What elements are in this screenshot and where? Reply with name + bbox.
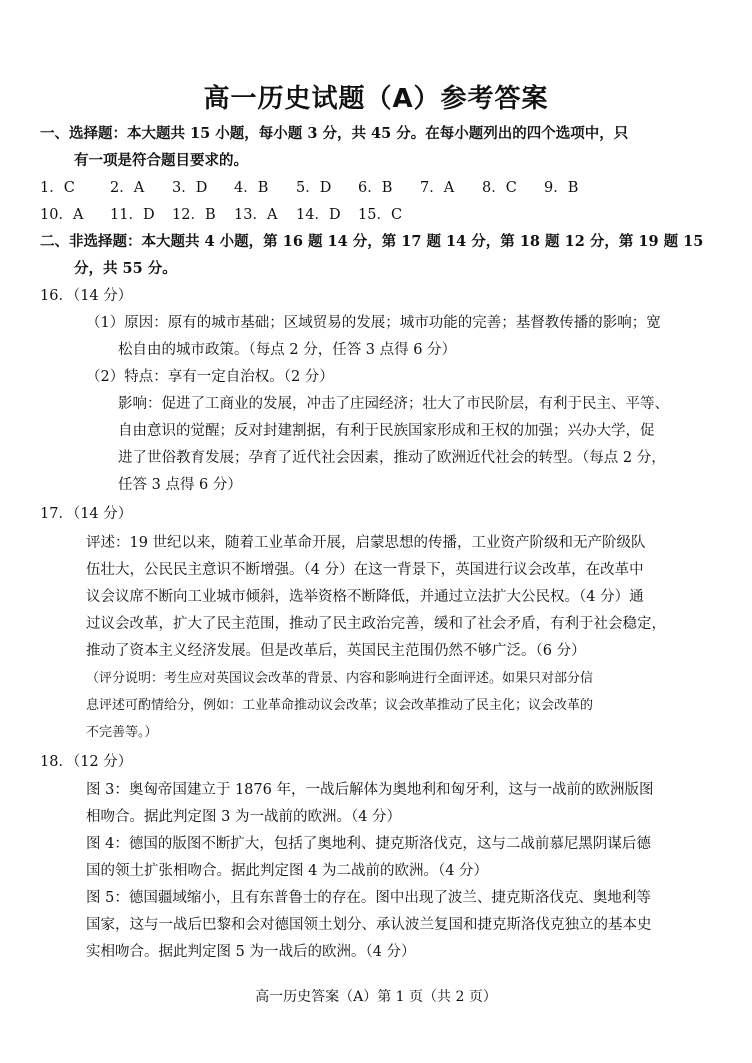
q17-line: 推动了资本主义经济发展。但是改革后，英国民主范围仍然不够广泛。（6 分）	[86, 643, 586, 659]
section1-heading-line1: 一、选择题：本大题共 15 小题，每小题 3 分，共 45 分。在每小题列出的四个选项中，只	[40, 125, 629, 142]
answer-item: 8．C	[482, 180, 517, 196]
page-title: 高一历史试题（A）参考答案	[203, 84, 549, 114]
q17-scoring-note: 息评述可酌情给分，例如：工业革命推动议会改革；议会改革推动了民主化；议会改革的	[86, 698, 594, 713]
q16-line: 进了世俗教育发展；孕育了近代社会因素，推动了欧洲近代社会的转型。（每点 2 分，	[118, 450, 666, 466]
section1-heading-line2: 有一项是符合题目要求的。	[74, 152, 248, 169]
q16-line: （1）原因：原有的城市基础；区域贸易的发展；城市功能的完善；基督教传播的影响；宽	[86, 315, 661, 331]
section2-heading-line2: 分，共 55 分。	[74, 260, 177, 277]
answer-item: 3．D	[172, 180, 208, 196]
answer-item: 2．A	[110, 180, 145, 196]
answer-item: 1．C	[40, 180, 75, 196]
q18-line: 图 4：德国的版图不断扩大，包括了奥地利、捷克斯洛伐克，这与二战前慕尼黑阴谋后德	[86, 836, 651, 852]
q18-header: 18．（12 分）	[40, 754, 133, 770]
q18-line: 国家，这与一战后巴黎和会对德国领土划分、承认波兰复国和捷克斯洛伐克独立的基本史	[86, 917, 652, 933]
q18-line: 相吻合。据此判定图 3 为一战前的欧洲。（4 分）	[86, 809, 402, 825]
q17-scoring-note: （评分说明：考生应对英国议会改革的背景、内容和影响进行全面评述。如果只对部分信	[86, 671, 594, 686]
q17-line: 伍壮大，公民民主意识不断增强。（4 分）在这一背景下，英国进行议会改革，在改革中	[86, 562, 644, 578]
q18-line: 国的领土扩张相吻合。据此判定图 4 为二战前的欧洲。（4 分）	[86, 863, 489, 879]
answer-item: 15．C	[358, 207, 403, 223]
answer-item: 14．D	[296, 207, 341, 223]
answer-item: 12．B	[172, 207, 216, 223]
q16-line: 影响：促进了工商业的发展，冲击了庄园经济；壮大了市民阶层，有利于民主、平等、	[118, 396, 669, 412]
answer-item: 4．B	[234, 180, 269, 196]
answer-item: 11．D	[110, 207, 155, 223]
q17-line: 评述：19 世纪以来，随着工业革命开展，启蒙思想的传播，工业资产阶级和无产阶级队	[86, 535, 646, 551]
q16-line: （2）特点：享有一定自治权。（2 分）	[86, 369, 334, 385]
q17-scoring-note: 不完善等。）	[86, 725, 158, 740]
section2-heading-line1: 二、非选择题：本大题共 4 小题，第 16 题 14 分，第 17 题 14 分，第 18 题 12 分，第 19 题 15	[40, 233, 704, 250]
q17-line: 议会议席不断向工业城市倾斜，选举资格不断降低，并通过立法扩大公民权。（4 分）通	[86, 589, 644, 605]
q17-line: 过议会改革，扩大了民主范围，推动了民主政治完善，缓和了社会矛盾，有利于社会稳定，	[86, 616, 666, 632]
q16-line: 自由意识的觉醒；反对封建割据，有利于民族国家形成和王权的加强；兴办大学，促	[118, 423, 655, 439]
q17-header: 17．（14 分）	[40, 506, 133, 522]
answer-item: 13．A	[234, 207, 278, 223]
q16-line: 松自由的城市政策。（每点 2 分，任答 3 点得 6 分）	[118, 342, 457, 358]
page-footer: 高一历史答案（A）第 1 页（共 2 页）	[255, 989, 497, 1005]
q18-line: 图 3：奥匈帝国建立于 1876 年，一战后解体为奥地利和匈牙利，这与一战前的欧洲版图	[86, 782, 654, 798]
q16-header: 16．（14 分）	[40, 288, 133, 304]
answer-item: 7．A	[420, 180, 455, 196]
answer-item: 6．B	[358, 180, 393, 196]
q18-line: 实相吻合。据此判定图 5 为一战后的欧洲。（4 分）	[86, 944, 416, 960]
answer-item: 10．A	[40, 207, 84, 223]
answer-item: 9．B	[544, 180, 579, 196]
answer-item: 5．D	[296, 180, 332, 196]
q18-line: 图 5：德国疆域缩小，且有东普鲁士的存在。图中出现了波兰、捷克斯洛伐克、奥地利等	[86, 890, 651, 906]
q16-line: 任答 3 点得 6 分）	[118, 477, 242, 493]
